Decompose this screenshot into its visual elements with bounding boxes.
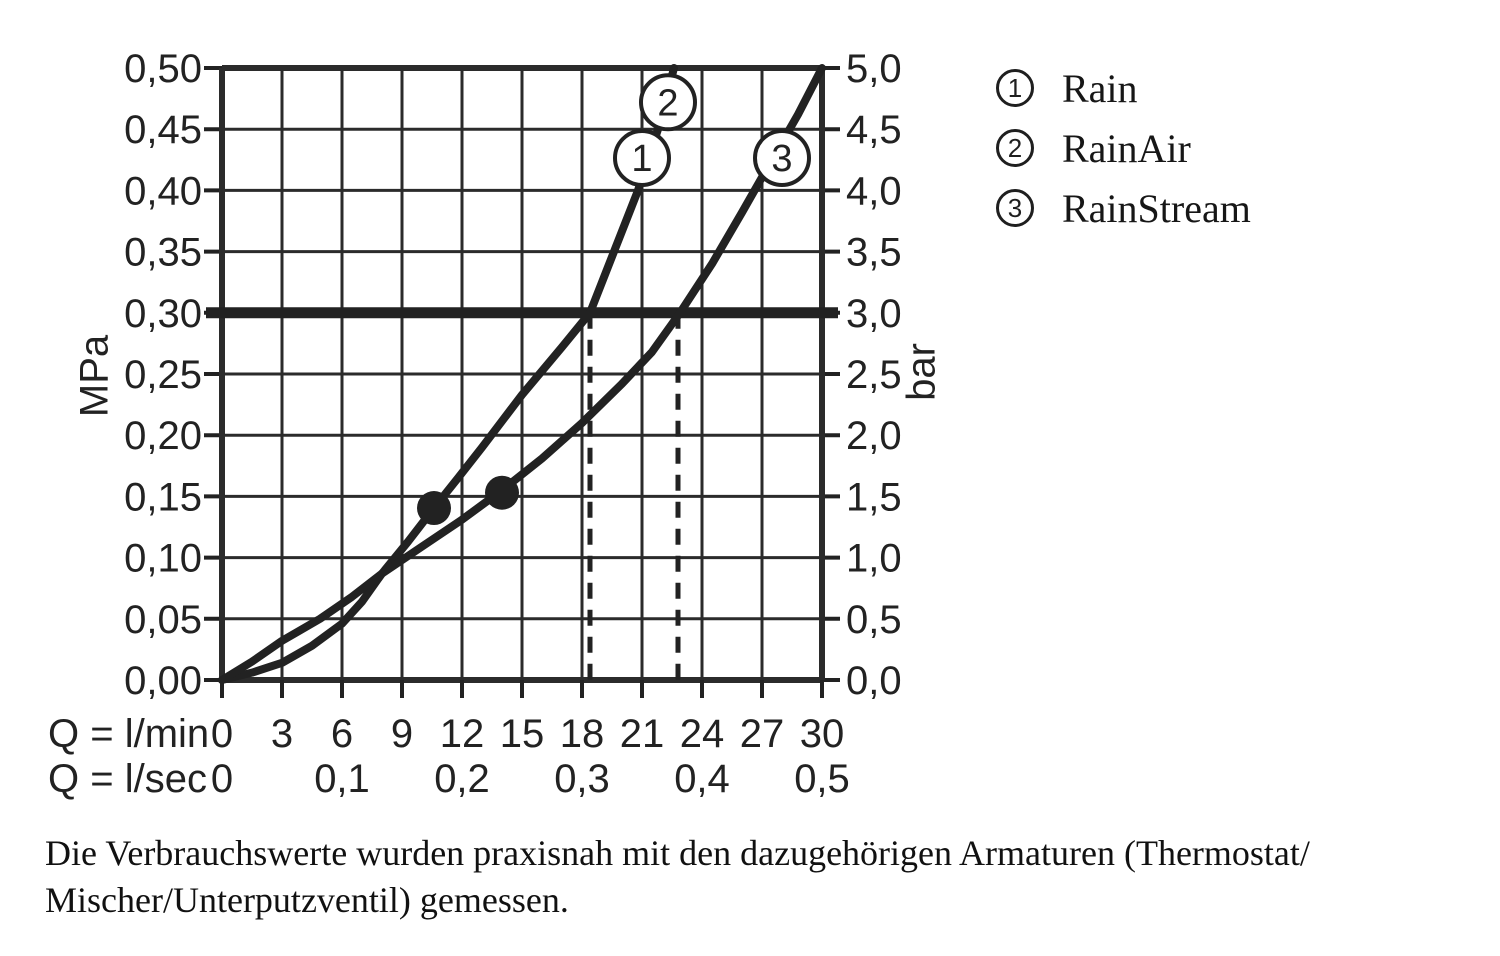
- bar-tick-label: 1,5: [846, 475, 902, 520]
- legend-label-rainair: RainAir: [1062, 125, 1191, 171]
- y-axis-unit-bar: bar: [899, 343, 944, 401]
- lsec-tick-label: 0,5: [794, 757, 850, 801]
- mpa-tick-label: 0,50: [124, 47, 202, 91]
- mpa-tick-label: 0,40: [124, 169, 202, 214]
- lmin-tick-label: 6: [330, 712, 354, 756]
- bar-tick-label: 3,5: [846, 230, 902, 275]
- mpa-tick-label: 0,35: [124, 230, 202, 275]
- y-axis-unit-mpa: MPa: [72, 334, 117, 418]
- lmin-tick-label: 0: [210, 712, 234, 756]
- caption: [45, 830, 1465, 924]
- mpa-tick-label: 0,15: [124, 475, 202, 520]
- lmin-tick-label: 21: [619, 712, 665, 756]
- legend-label-rain: Rain: [1062, 65, 1138, 111]
- curve-label-number-2: 2: [657, 82, 679, 125]
- bar-tick-label: 0,0: [846, 659, 902, 703]
- bar-tick-label: 2,5: [846, 353, 902, 397]
- mpa-tick-label: 0,10: [124, 536, 202, 581]
- measurement-dot: [485, 476, 519, 510]
- mpa-tick-label: 0,05: [124, 597, 202, 642]
- legend-item-rainstream: [996, 185, 1251, 231]
- lmin-tick-label: 3: [270, 712, 294, 756]
- bar-tick-label: 4,5: [846, 108, 902, 153]
- x-axis-row2-label: Q = l/sec: [48, 757, 207, 801]
- mpa-tick-label: 0,45: [124, 108, 202, 153]
- bar-tick-label: 2,0: [846, 414, 902, 459]
- lmin-tick-label: 24: [679, 712, 725, 756]
- legend-item-rainair: [996, 125, 1251, 171]
- lsec-tick-label: 0,1: [314, 757, 370, 801]
- lsec-tick-label: 0,4: [674, 757, 730, 801]
- caption-line-1: Die Verbrauchswerte wurden praxisnah mit den dazugehörigen Armaturen (Thermostat/: [45, 833, 1310, 873]
- legend: [996, 65, 1251, 249]
- bar-tick-label: 0,5: [846, 597, 902, 642]
- lmin-tick-label: 12: [439, 712, 485, 756]
- lsec-tick-label: 0,3: [554, 757, 610, 801]
- mpa-tick-label: 0,20: [124, 414, 202, 459]
- legend-number-2-icon: 2: [996, 129, 1034, 167]
- legend-number-1-icon: 1: [996, 69, 1034, 107]
- mpa-tick-label: 0,00: [124, 659, 202, 703]
- lmin-tick-label: 27: [739, 712, 785, 756]
- lmin-tick-label: 15: [499, 712, 545, 756]
- mpa-tick-label: 0,30: [124, 291, 202, 336]
- curve-label-number-1: 1: [631, 137, 653, 180]
- x-axis-row1-label: Q = l/min: [48, 712, 210, 756]
- lmin-tick-label: 18: [559, 712, 605, 756]
- bar-tick-label: 3,0: [846, 291, 902, 336]
- lsec-tick-label: 0,2: [434, 757, 490, 801]
- legend-label-rainstream: RainStream: [1062, 185, 1251, 231]
- caption-line-2: Mischer/Unterputzventil) gemessen.: [45, 880, 569, 920]
- mpa-tick-label: 0,25: [124, 353, 202, 397]
- curve-label-number-3: 3: [771, 137, 793, 180]
- lmin-tick-label: 9: [390, 712, 414, 756]
- lmin-tick-label: 30: [799, 712, 845, 756]
- bar-tick-label: 1,0: [846, 536, 902, 581]
- legend-item-rain: [996, 65, 1251, 111]
- measurement-dot: [417, 491, 451, 525]
- legend-number-3-icon: 3: [996, 189, 1034, 227]
- bar-tick-label: 5,0: [846, 47, 902, 91]
- lsec-tick-label: 0: [210, 757, 234, 801]
- bar-tick-label: 4,0: [846, 169, 902, 214]
